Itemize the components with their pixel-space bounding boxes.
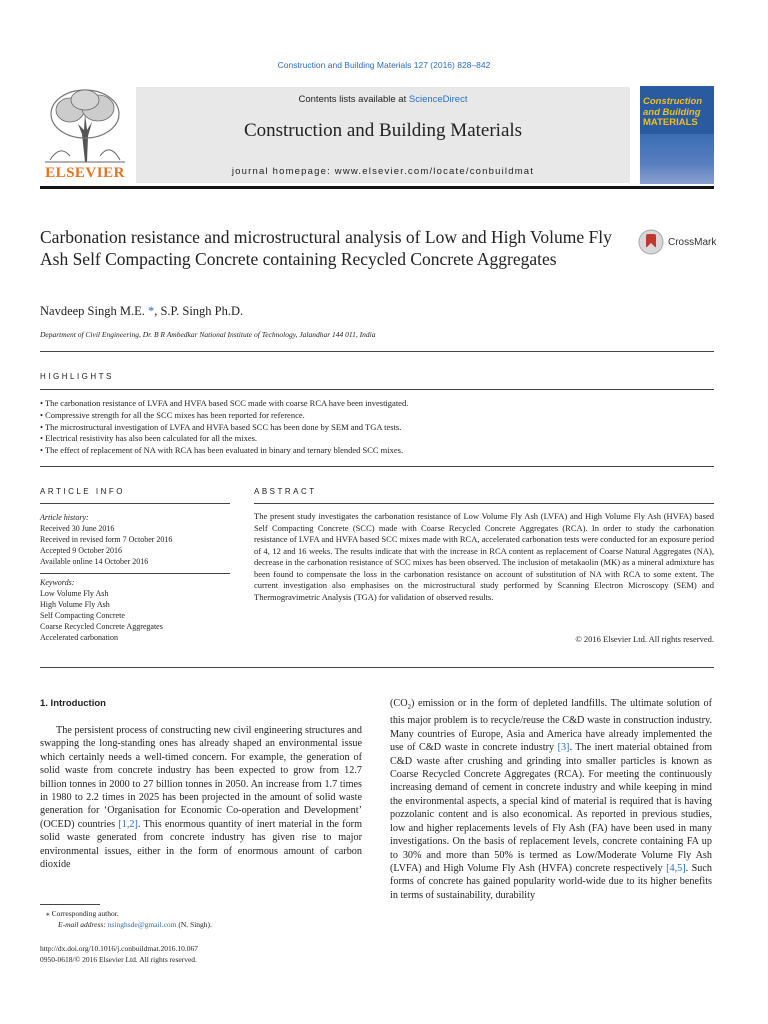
contents-prefix: Contents lists available at <box>298 94 409 105</box>
highlight-item: • Electrical resistivity has also been calculated for all the mixes. <box>40 433 714 445</box>
highlights-list <box>40 398 714 457</box>
intro-paragraph-1: The persistent process of constructing new civil engineering structures and swapping the long-standing ones has already shaped an environmental issue which certainly needs a well-timed concern. For example, the generation of solid waste from concrete industry has been expected to grow from 12.7 billion tonnes in 2000 to 27 billion tonnes in 2050. An increase from 1.7 times in 1980 to 2.2 times in 2025 has been projected in the amount of solid waste generation for ‘Organisation for Economic Co-operation and Development’ (OCED) countries <box>40 725 362 830</box>
crossmark-label: CrossMark <box>668 237 717 248</box>
intro-right-column <box>390 697 712 902</box>
issn-line: 0950-0618/© 2016 Elsevier Ltd. All rights reserved. <box>40 955 197 964</box>
author-affiliation: Department of Civil Engineering, Dr. B R Ambedkar National Institute of Technology, Jalandhar 144 011, India <box>40 330 376 339</box>
highlight-item: • The carbonation resistance of LVFA and HVFA based SCC made with coarse RCA have been investigated. <box>40 398 714 410</box>
keyword-item: High Volume Fly Ash <box>40 600 110 609</box>
intro-right-text-c: . Such forms of concrete has gained popularity world-wide due to its higher benefits in terms of sustainability, durability <box>390 862 712 901</box>
keyword-item: Self Compacting Concrete <box>40 611 125 620</box>
highlights-bottom-rule <box>40 466 714 467</box>
author-2: , S.P. Singh Ph.D. <box>154 304 244 318</box>
contents-line <box>136 94 630 105</box>
keyword-item: Coarse Recycled Concrete Aggregates <box>40 622 163 631</box>
keywords-rule <box>40 573 230 574</box>
cover-line-2: and Building <box>643 106 701 118</box>
article-info-column <box>40 512 220 643</box>
cover-image <box>640 134 714 184</box>
doi-link[interactable]: http://dx.doi.org/10.1016/j.conbuildmat.2016.10.067 <box>40 944 198 953</box>
abstract-heading: ABSTRACT <box>254 487 317 496</box>
highlight-item: • The effect of replacement of NA with RCA has been evaluated in binary and ternary blended SCC mixes. <box>40 445 714 457</box>
abstract-bottom-rule <box>40 667 714 668</box>
intro-right-text-b: . The inert material obtained from C&D waste after crushing and grinding into smaller particles is known as Coarse Recycled Concrete Aggregates (RCA). For meeting the continuously increasing demand of cement in concrete industry and while keeping in mind the environmental aspects, a special kind of material is required that is having pozzolanic content and is also economical. As reported in previous studies, low and higher replacements levels of Fly Ash (FA) have been used in many investigations. On the basis of replacement levels, concrete containing FA up to 30% and more than 50% is termed as Low/Moderate Volume Fly Ash (LVFA) and High Volume Fly Ash (HVFA) concrete respectively <box>390 742 713 874</box>
highlight-item: • Compressive strength for all the SCC mixes has been reported for reference. <box>40 410 714 422</box>
article-info-rule <box>40 503 230 504</box>
citation-ref-4-5[interactable]: [4,5] <box>666 862 686 874</box>
highlights-rule <box>40 389 714 390</box>
elsevier-wordmark: ELSEVIER <box>45 165 125 181</box>
keyword-item: Accelerated carbonation <box>40 633 118 642</box>
journal-citation[interactable]: Construction and Building Materials 127 (2016) 828–842 <box>277 60 491 70</box>
email-suffix: (N. Singh). <box>176 920 212 929</box>
journal-name: Construction and Building Materials <box>243 120 523 141</box>
intro-right-text-a: ) emission or in the form of depleted landfills. The ultimate solution of this major problem is to recycle/reuse the C&D waste in construction industry. Many countries of Europe, Asia and America have already implemented the use of C&D waste in concrete industry <box>390 698 712 754</box>
highlight-item: • The microstructural investigation of LVFA and HVFA based SCC has been done by SEM and TGA tests. <box>40 422 714 434</box>
citation-ref-3[interactable]: [3] <box>557 742 570 754</box>
history-accepted: Accepted 9 October 2016 <box>40 546 122 555</box>
masthead-rule <box>40 186 714 189</box>
highlights-heading: HIGHLIGHTS <box>40 372 114 381</box>
corresponding-author-mark[interactable]: * <box>147 304 155 318</box>
introduction-heading: 1. Introduction <box>40 698 106 709</box>
citation-ref-1-2[interactable]: [1,2] <box>118 818 138 830</box>
email-label: E-mail address: <box>58 920 108 929</box>
intro-left-column <box>40 724 362 871</box>
abstract-rule <box>254 503 714 504</box>
cover-title <box>643 97 713 129</box>
abstract-copyright: © 2016 Elsevier Ltd. All rights reserved. <box>575 634 714 644</box>
history-label: Article history: <box>40 513 89 522</box>
journal-cover-thumbnail <box>640 86 714 184</box>
abstract-body: The present study investigates the carbonation resistance of Low Volume Fly Ash (LVFA) and High Volume Fly Ash (HVFA) based Self Compacting Concrete (SCC) made with Coarse Recycled Concrete Aggregates (RCA). In order to study the carbonation resistance of LVFA and HVFA based SCC mixes made with RCA, accelerated carbonation tests were conducted for an exposure period of 4, 12 and 16 weeks. The results indicate that with the increase in RCA content as replacement of Coarse Natural Aggregates (NA), decrease in the carbonation resistance of SCC mixes has been observed. The inclusion of metakaolin (MK) as a mineral admixture has been found to compensate the loss in the carbonation resistance on account of substitution of NA with RCA to some extent. The current investigation also emphasises on the microstructural study performed by Scanning Electron Microscopy (SEM) and Thermogravimetric Analysis (TGA) for validation of observed results. <box>254 511 714 602</box>
cover-line-1: Construction <box>643 96 703 107</box>
intro-paragraph-1-end: . This enormous quantity of inert material in the form solid waste generated from concrete industry has given rise to major environmental issues, either in the form of enormous amount of carbon dioxide <box>40 818 362 871</box>
footnote-rule <box>40 904 100 905</box>
corresponding-author-note: ⁎ Corresponding author. <box>46 909 119 918</box>
history-online: Available online 14 October 2016 <box>40 557 149 566</box>
cover-line-3: MATERIALS <box>643 117 698 128</box>
co2-open: (CO <box>390 698 408 709</box>
email-footnote <box>58 920 212 929</box>
crossmark-badge[interactable] <box>638 229 718 257</box>
journal-homepage[interactable]: journal homepage: www.elsevier.com/locate/conbuildmat <box>231 166 535 177</box>
article-title: Carbonation resistance and microstructural analysis of Low and High Volume Fly Ash Self Compacting Concrete containing Recycled Concrete Aggregates <box>40 227 612 269</box>
article-info-heading: ARTICLE INFO <box>40 487 125 496</box>
history-revised: Received in revised form 7 October 2016 <box>40 535 173 544</box>
journal-masthead <box>136 87 630 183</box>
email-link[interactable]: nsinghsde@gmail.com <box>107 920 177 929</box>
author-list <box>40 304 243 319</box>
history-received: Received 30 June 2016 <box>40 524 115 533</box>
sciencedirect-link[interactable]: ScienceDirect <box>408 94 468 105</box>
crossmark-icon <box>638 229 664 255</box>
author-1: Navdeep Singh M.E. <box>40 304 145 318</box>
keywords-label: Keywords: <box>40 578 75 587</box>
title-rule <box>40 351 714 352</box>
keyword-item: Low Volume Fly Ash <box>40 589 109 598</box>
co2-subscript: 2 <box>407 703 412 712</box>
